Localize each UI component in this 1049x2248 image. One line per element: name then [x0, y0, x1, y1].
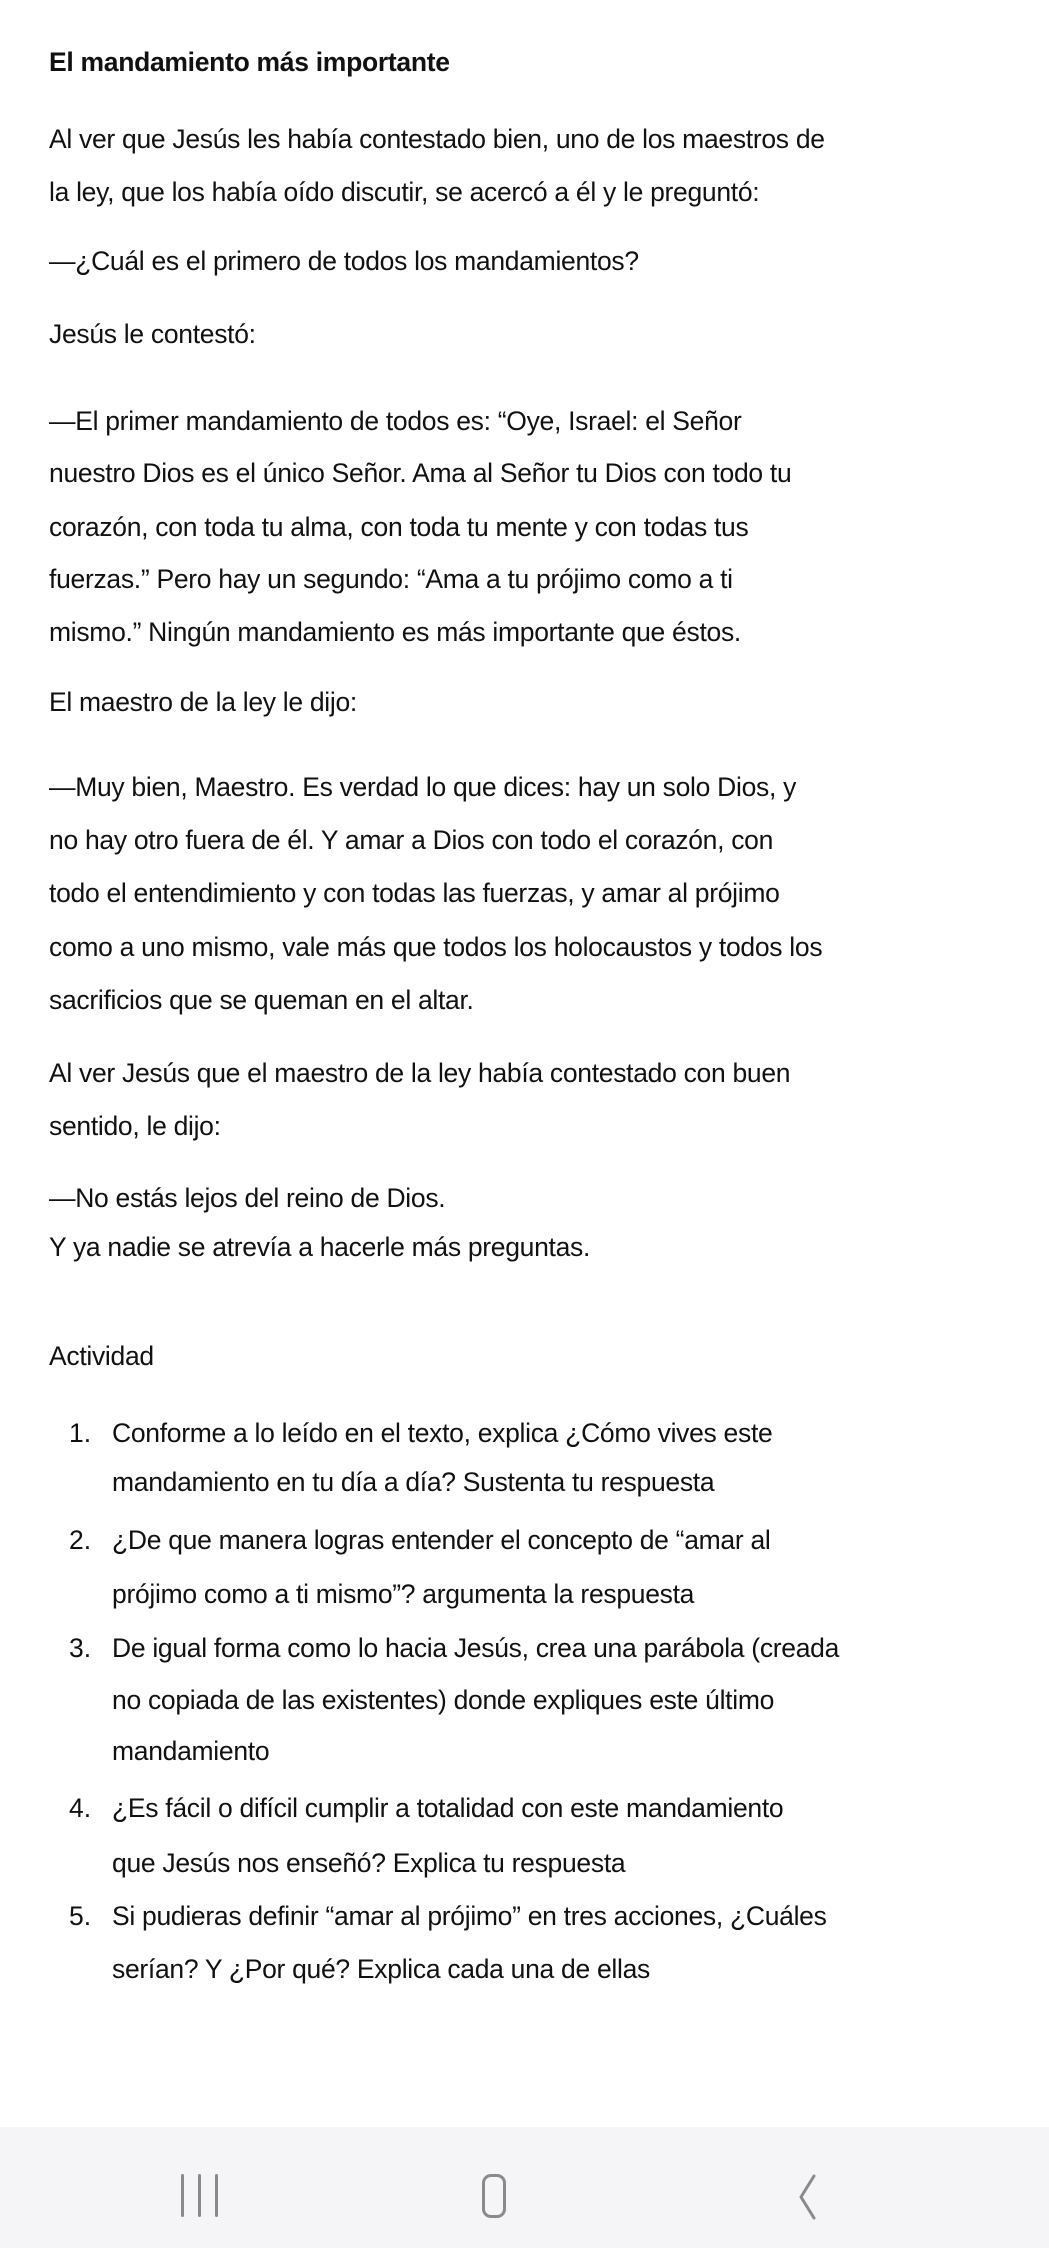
document-title: El mandamiento más importante [49, 47, 450, 77]
list-number: 3. [69, 1633, 92, 1663]
text-line: —¿Cuál es el primero de todos los mandamientos? [49, 246, 639, 276]
text-line: —No estás lejos del reino de Dios. [49, 1183, 446, 1213]
text-line: nuestro Dios es el único Señor. Ama al Señor tu Dios con todo tu [49, 458, 792, 488]
list-item-text: Conforme a lo leído en el texto, explica ¿Cómo vives este [112, 1418, 773, 1448]
text-line: —Muy bien, Maestro. Es verdad lo que dices: hay un solo Dios, y [49, 772, 797, 802]
text-line: fuerzas.” Pero hay un segundo: “Ama a tu prójimo como a ti [49, 564, 733, 594]
home-icon [482, 2174, 506, 2218]
list-item-text: que Jesús nos enseñó? Explica tu respuesta [112, 1848, 626, 1878]
list-item-text: Si pudieras definir “amar al prójimo” en tres acciones, ¿Cuáles [112, 1901, 827, 1931]
list-item-text: no copiada de las existentes) donde expliques este último [112, 1685, 775, 1715]
text-line: no hay otro fuera de él. Y amar a Dios con todo el corazón, con [49, 825, 774, 855]
home-button[interactable] [482, 2174, 524, 2218]
navigation-bar [0, 2127, 1049, 2248]
text-line: sentido, le dijo: [49, 1111, 221, 1141]
list-item-text: serían? Y ¿Por qué? Explica cada una de ellas [112, 1954, 650, 1984]
text-line: Y ya nadie se atrevía a hacerle más preguntas. [49, 1232, 591, 1262]
text-line: corazón, con toda tu alma, con toda tu mente y con todas tus [49, 512, 749, 542]
text-line: Al ver Jesús que el maestro de la ley había contestado con buen [49, 1058, 791, 1088]
list-number: 2. [69, 1525, 92, 1555]
text-line: Jesús le contestó: [49, 319, 256, 349]
list-item-text: ¿Es fácil o difícil cumplir a totalidad con este mandamiento [112, 1793, 784, 1823]
text-line: —El primer mandamiento de todos es: “Oye, Israel: el Señor [49, 406, 742, 436]
text-line: todo el entendimiento y con todas las fuerzas, y amar al prójimo [49, 878, 780, 908]
list-number: 1. [69, 1418, 92, 1448]
list-item-text: mandamiento en tu día a día? Sustenta tu respuesta [112, 1467, 715, 1497]
back-button[interactable] [790, 2174, 824, 2218]
list-item-text: De igual forma como lo hacia Jesús, crea una parábola (creada [112, 1633, 840, 1663]
back-icon [790, 2174, 824, 2220]
list-number: 4. [69, 1793, 92, 1823]
text-line: mismo.” Ningún mandamiento es más importante que éstos. [49, 617, 741, 647]
text-line: la ley, que los había oído discutir, se acercó a él y le preguntó: [49, 177, 760, 207]
list-item-text: ¿De que manera logras entender el concepto de “amar al [112, 1525, 771, 1555]
list-number: 5. [69, 1901, 92, 1931]
list-item-text: mandamiento [112, 1736, 270, 1766]
list-item-text: prójimo como a ti mismo”? argumenta la respuesta [112, 1579, 695, 1609]
text-line: El maestro de la ley le dijo: [49, 687, 357, 717]
text-line: sacrificios que se queman en el altar. [49, 985, 474, 1015]
text-line: Al ver que Jesús les había contestado bien, uno de los maestros de [49, 124, 825, 154]
section-heading: Actividad [49, 1341, 154, 1371]
text-line: como a uno mismo, vale más que todos los holocaustos y todos los [49, 932, 823, 962]
recent-apps-button[interactable] [178, 2174, 222, 2218]
